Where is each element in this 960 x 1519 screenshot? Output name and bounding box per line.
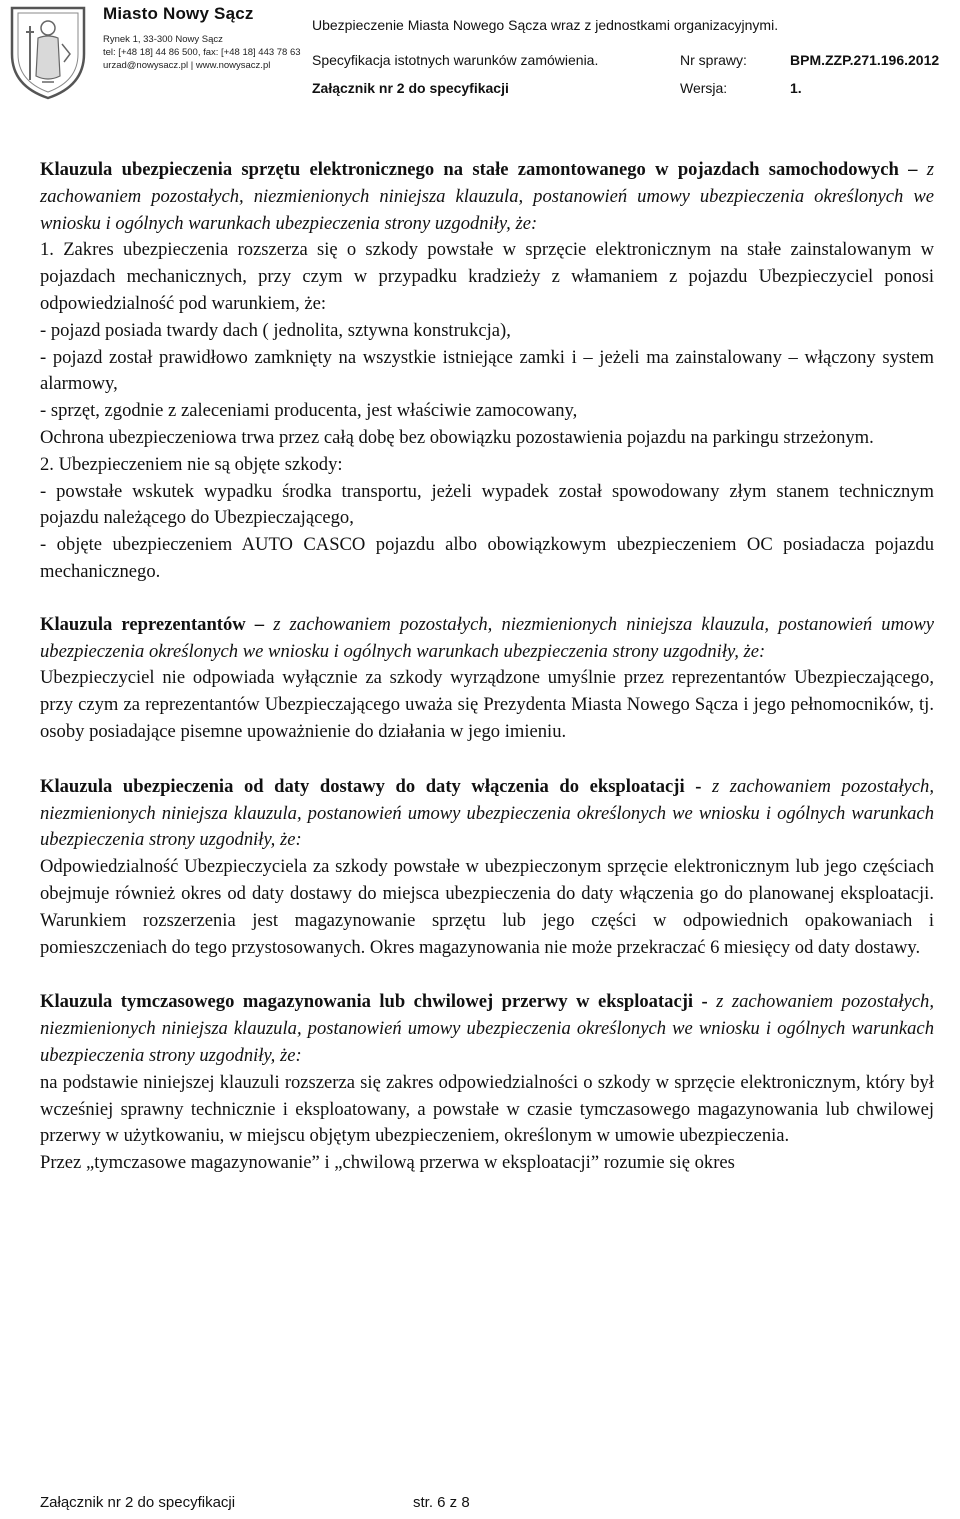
version-label: Wersja: [680, 80, 728, 96]
clause-delivery-heading [40, 774, 934, 854]
clause-title: Klauzula tymczasowego magazynowania lub chwilowej przerwy w eksploatacji - [40, 991, 708, 1013]
clause-paragraph: - pojazd został prawidłowo zamknięty na wszystkie istniejące zamki i – jeżeli ma zainstalowany – włączony system alarmowy, [40, 346, 934, 395]
clause-title: Klauzula reprezentantów – [40, 613, 265, 635]
city-web: urzad@nowysacz.pl | www.nowysacz.pl [103, 60, 271, 71]
city-phone: tel: [+48 18] 44 86 500, fax: [+48 18] 443 78 63 [103, 47, 301, 58]
page-header [0, 0, 960, 110]
clause-electronic-equipment-heading [40, 157, 934, 237]
clause-intro: z zachowaniem pozostałych, niezmienionych niniejsza klauzula, postanowień umowy ubezpieczenia określonych we wniosku i ogólnych warunkach ubezpieczenia strony uzgodniły, że: [40, 613, 934, 662]
version-value: 1. [790, 80, 802, 96]
clause-intro: z zachowaniem pozostałych, niezmienionych niniejsza klauzula, postanowień umowy ubezpieczenia określonych we wniosku i ogólnych warunkach ubezpieczenia strony uzgodniły, że: [40, 775, 934, 851]
clause-intro: z zachowaniem pozostałych, niezmienionych niniejsza klauzula, postanowień umowy ubezpieczenia określonych we wniosku i ogólnych warunkach ubezpieczenia strony uzgodniły, że: [40, 159, 934, 234]
case-number-value: BPM.ZZP.271.196.2012 [790, 52, 940, 68]
city-coat-of-arms-icon [4, 2, 92, 102]
clause-intro: z zachowaniem pozostałych, niezmienionych niniejsza klauzula, postanowień umowy ubezpieczenia określonych we wniosku i ogólnych warunkach ubezpieczenia strony uzgodniły, że: [40, 991, 934, 1066]
footer-attachment-label: Załącznik nr 2 do specyfikacji [40, 1494, 236, 1511]
clause-paragraph: - sprzęt, zgodnie z zaleceniami producenta, jest właściwie zamocowany, [40, 400, 578, 422]
attachment-label: Załącznik nr 2 do specyfikacji [312, 80, 509, 96]
clause-representatives-heading [40, 612, 934, 666]
page-number: str. 6 z 8 [413, 1494, 470, 1511]
case-number-label: Nr sprawy: [680, 52, 747, 68]
clause-title: Klauzula ubezpieczenia sprzętu elektronicznego na stałe zamontowanego w pojazdach samochodowych – [40, 159, 918, 180]
page-footer [40, 1494, 920, 1511]
clause-title: Klauzula ubezpieczenia od daty dostawy do daty włączenia do eksploatacji - [40, 775, 702, 797]
clause-paragraph: na podstawie niniejszej klauzuli rozszerza się zakres odpowiedzialności o szkody w sprzęcie elektronicznym, który był wcześniej sprawny technicznie i eksploatowany, a powstałe w czasie tymczasowego magazynowania lub chwilowej przerwy w użytkowaniu, w miejscu objętym ubezpieczeniem, określonym w umowie ubezpieczenia. [40, 1071, 934, 1147]
clause-storage-heading [40, 989, 934, 1069]
clause-paragraph: - pojazd posiada twardy dach ( jednolita, sztywna konstrukcja), [40, 319, 511, 341]
document-body [40, 157, 934, 1177]
clause-paragraph: Ochrona ubezpieczeniowa trwa przez całą dobę bez obowiązku pozostawienia pojazdu na parkingu strzeżonym. [40, 426, 874, 448]
city-name: Miasto Nowy Sącz [103, 4, 254, 23]
clause-paragraph: Odpowiedzialność Ubezpieczyciela za szkody powstałe w ubezpieczonym sprzęcie elektronicznym lub jego częściach obejmuje również okres od daty dostawy do miejsca ubezpieczenia do daty włączenia go do planowanej eksploatacji. Warunkiem rozszerzenia jest magazynowanie sprzętu lub jego części w odpowiednich opakowaniach i pomieszczeniach do tego przystosowanych. Okres magazynowania nie może przekraczać 6 miesięcy od daty dostawy. [40, 856, 934, 958]
clause-paragraph: 2. Ubezpieczeniem nie są objęte szkody: [40, 453, 343, 475]
clause-paragraph: - objęte ubezpieczeniem AUTO CASCO pojazdu albo obowiązkowym ubezpieczeniem OC posiadacza pojazdu mechanicznego. [40, 534, 934, 582]
clause-paragraph: - powstałe wskutek wypadku środka transportu, jeżeli wypadek został spowodowany złym stanem technicznym pojazdu należącego do Ubezpieczającego, [40, 480, 934, 529]
city-address: Rynek 1, 33-300 Nowy Sącz [103, 34, 223, 45]
clause-paragraph: 1. Zakres ubezpieczenia rozszerza się o szkody powstałe w sprzęcie elektronicznym na stałe zainstalowanym w pojazdach mechanicznych, przy czym w przypadku kradzieży z włamaniem z pojazdu Ubezpieczyciel ponosi odpowiedzialność pod warunkiem, że: [40, 239, 934, 314]
clause-paragraph: Ubezpieczyciel nie odpowiada wyłącznie za szkody wyrządzone umyślnie przez reprezentantów Ubezpieczającego, przy czym za reprezentantów Ubezpieczającego uważa się Prezydenta Miasta Nowego Sącza i jego pełnomocników, tj. osoby posiadające pisemne upoważnienie do działania w jego imieniu. [40, 667, 934, 742]
clause-paragraph: Przez „tymczasowe magazynowanie” i „chwilową przerwa w eksploatacji” rozumie się okres [40, 1152, 735, 1174]
document-subject: Ubezpieczenie Miasta Nowego Sącza wraz z jednostkami organizacyjnymi. [312, 17, 779, 33]
city-contact-block [103, 4, 301, 72]
spec-label: Specyfikacja istotnych warunków zamówienia. [312, 52, 599, 68]
